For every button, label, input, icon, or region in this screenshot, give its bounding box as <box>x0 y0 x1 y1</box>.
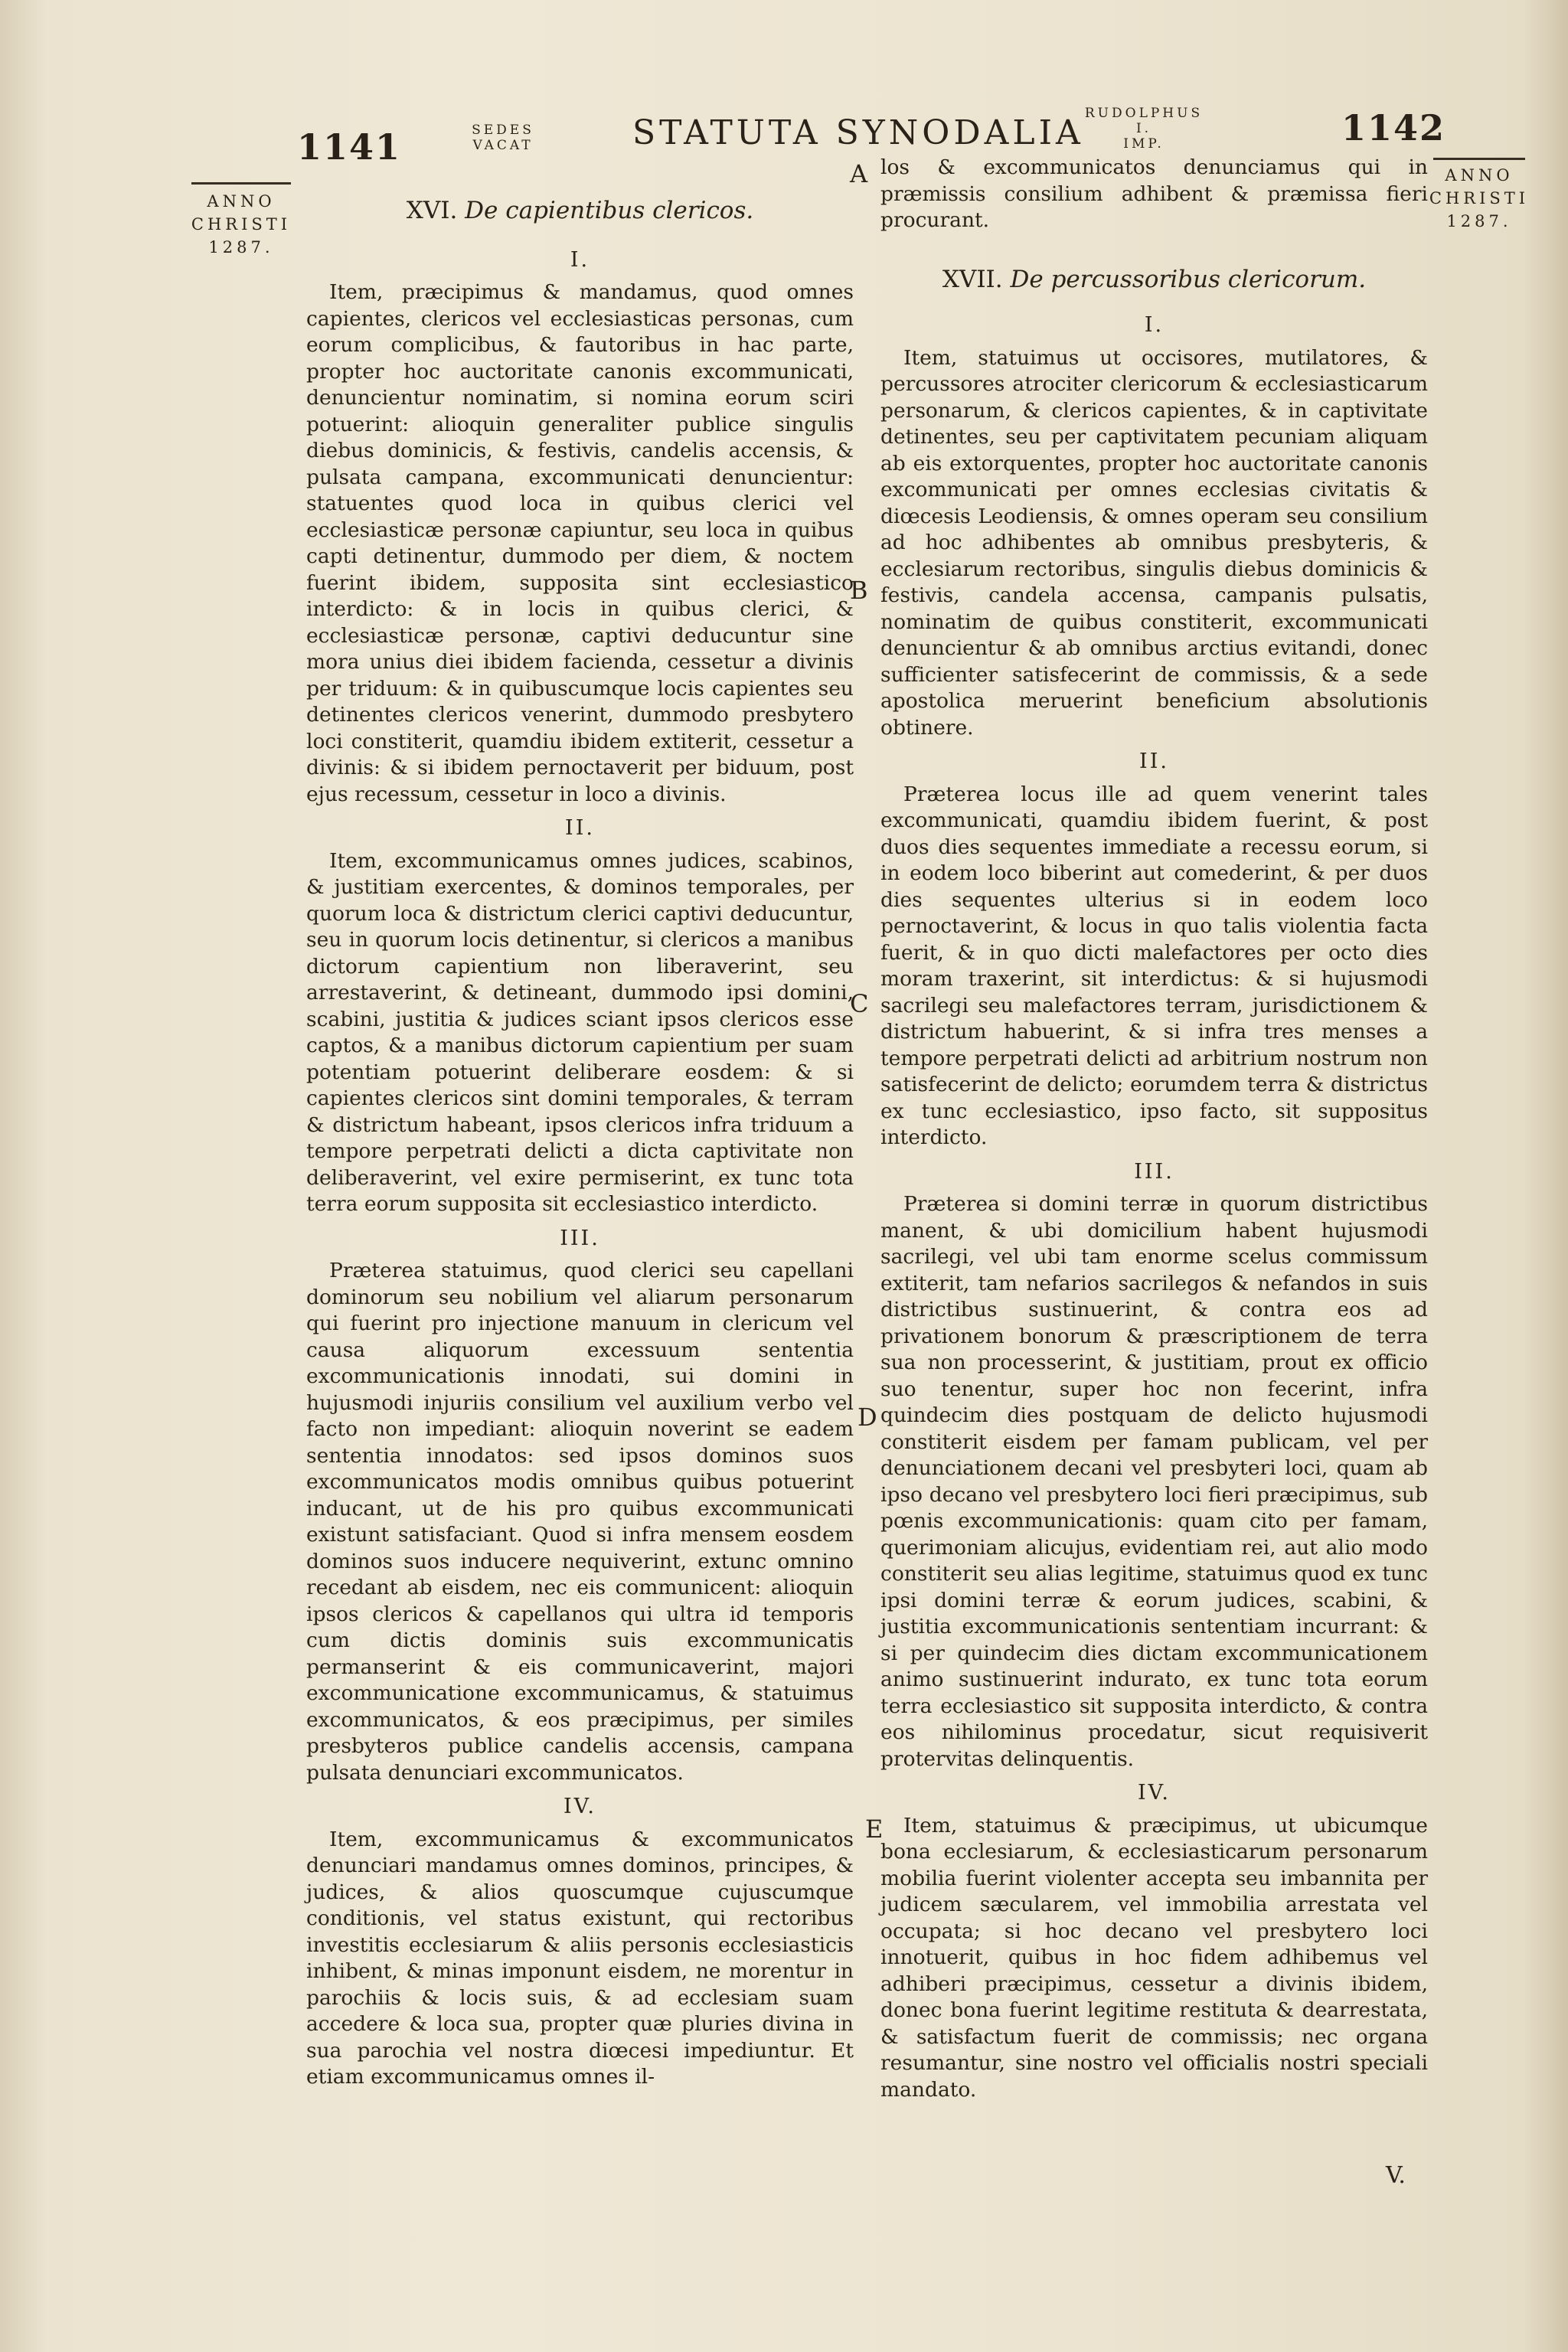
chapter-title-xvii <box>880 266 1428 293</box>
running-title: STATUTA SYNODALIA <box>632 113 1084 152</box>
paragraph: Præterea statuimus, quod clerici seu capellani dominorum seu nobilium vel aliarum personarum qui fuerint pro injectione manuum in clericum vel causa aliquorum excessuum sententia excommunicationis innodati, sui domini in hujusmodi injuriis consilium vel auxilium verbo vel facto non impediant: alioquin noverint se eadem sententia innodatos: sed ipsos dominos suos excommunicatos modis omnibus quibus potuerint inducant, ut de his pro quibus excommunicati existunt satisfaciant. Quod si infra mensem eosdem dominos suos inducere nequiverint, extunc omnino recedant ab eisdem, nec eis communicent: alioquin ipsos clericos & capellanos qui ultra id temporis cum dictis dominis suis excommunicatis permanserint & eis communicaverint, majori excommunicatione excommunicamus, & statuimus excommunicatos, & eos præcipimus, per similes presbyteros publice candelis accensis, campana pulsata denunciari excommunicatos. <box>306 1259 854 1785</box>
paragraph: Item, excommunicamus & excommunicatos denunciari mandamus omnes dominos, principes, & judices, & alios quoscumque cujuscumque conditionis, vel status existunt, qui rectoribus investitis ecclesiarum & aliis personis ecclesiasticis inhibent, & minas imponunt eisdem, ne morentur in parochiis & locis suis, & ad ecclesiam suam accedere & loca sua, propter quæ pluries divina in sua parochia vel nostra diœcesi impediuntur. Et etiam excommunicamus omnes il- <box>306 1827 854 2089</box>
left-column <box>306 198 854 2091</box>
section-letter-c: C <box>850 989 869 1018</box>
section-number: IV. <box>1137 1781 1171 1805</box>
section-letter-a: A <box>850 159 868 188</box>
emperor-note <box>1075 106 1213 152</box>
year-line: 1287. <box>1446 212 1512 230</box>
section-letter-b: B <box>850 576 868 605</box>
chapter-title-xvi <box>306 198 854 224</box>
anno-line: ANNO <box>1445 166 1514 185</box>
chapter-number: XVI. <box>406 197 458 224</box>
right-column <box>880 155 1428 2103</box>
section-number: I. <box>1144 313 1165 337</box>
section-letter-e: E <box>865 1815 884 1844</box>
paragraph: Item, statuimus & præcipimus, ut ubicumque bona ecclesiarum, & ecclesiasticarum personarum mobilia fuerint violenter accepta seu imbannita per judicem sæcularem, vel immobilia arrestata vel occupata; si hoc decano vel presbytero loci innotuerit, quibus in hoc fidem adhibemus vel adhiberi præcipimus, cessetur a divinis ibidem, donec bona fuerint legitime restituta & dearrestata, & satisfactum fuerit de commissis; nec organa resumantur, sine nostro vel officialis nostri speciali mandato. <box>880 1813 1428 2102</box>
right-margin-rule <box>1433 158 1525 160</box>
paragraph: Præterea si domini terræ in quorum districtibus manent, & ubi domicilium habent hujusmodi sacrilegi, vel ubi tam enorme scelus commissum extiterit, tam nefarios sacrilegos & nefandos in suis districtibus sustinuerint, & contra eos ad privationem bonorum & præscriptionem de terra sua non processerint, & justitiam, prout ex officio suo tenentur, super hoc non fecerint, infra quindecim dies postquam de delicto hujusmodi constiterit eisdem per famam publicam, vel per denunciationem decani vel presbyteri loci, quam ab ipso decano vel presbytero loci fieri præcipimus, sub pœnis excommunicationis: quam cito per famam, querimoniam alicujus, evidentiam rei, aut alio modo constiterit seu alias legitime, statuimus quod ex tunc ipsi domini terræ & eorum judices, scabini, & justitia excommunicationis sententiam incurrant: & si per quindecim dies dictam excommunicationem animo sustinuerint indurato, ex tunc tota eorum terra ecclesiastico sit supposita interdicto, & contra eos nihilominus procedatur, sicut requisiverit protervitas delinquentis. <box>880 1192 1428 1771</box>
section-number: IV. <box>563 1795 597 1818</box>
paragraph: Item, statuimus ut occisores, mutilatores, & percussores atrociter clericorum & ecclesiasticarum personarum, & clericos capientes, & in captivitate detinentes, seu per captivitatem pecuniam aliquam ab eis extorquentes, propter hoc auctoritate canonis excommunicati per omnes ecclesias civitatis & diœcesis Leodiensis, & omnes operam seu consilium ad hoc adhibentes ab omnibus presbyteris, & ecclesiarum rectoribus, singulis diebus dominicis & festivis, candela accensa, campanis pulsatis, nominatim de quibus constiterit, excommunicati denuncientur & ab omnibus arctius evitandi, donec sufficienter satisfecerint de commissis, & a sede apostolica meruerint beneficium absolutionis obtinere. <box>880 345 1428 740</box>
left-margin-note <box>188 190 295 259</box>
paragraph: Præterea locus ille ad quem venerint tales excommunicati, quamdiu ibidem fuerint, & post duos dies sequentes immediate a recessu eorum, si in eodem loco biberint aut comederint, & per duos dies sequentes ulterius si in eodem loco pernoctaverint, & locus in quo talis violentia facta fuerit, & in quo dicti malefactores per octo dies moram traxerint, sit interdictus: & si hujusmodi sacrilegi seu malefactores terram, jurisdictionem & districtum habuerint, & si infra tres menses a tempore perpetrati delicti ad arbitrium nostrum non satisfecerint de delicto; eorumdem terra & districtus ex tunc ecclesiastico, ipso facto, sit suppositus interdicto. <box>880 782 1428 1149</box>
sedes-vacat-note <box>453 122 553 153</box>
chapter-number: XVII. <box>942 265 1003 293</box>
right-page-number: 1142 <box>1341 107 1446 149</box>
year-line: 1287. <box>208 238 274 256</box>
anno-line: ANNO <box>207 192 276 211</box>
right-margin-note <box>1426 164 1533 233</box>
paragraph: Item, præcipimus & mandamus, quod omnes capientes, clericos vel ecclesiasticas personas, cum eorum complicibus, & fautoribus in hac parte, propter hoc auctoritate canonis excommunicati, denuncientur nominatim, si nomina eorum sciri potuerint: alioquin generaliter publice singulis diebus dominicis, & festivis, candelis accensis, & pulsata campana, excommunicati denuncientur: statuentes quod loca in quibus clerici vel ecclesiasticæ personæ capiuntur, seu loca in quibus capti detinentur, dummodo per diem, & noctem fuerint ibidem, supposita sint ecclesiastico interdicto: & in locis in quibus clerici, & ecclesiasticæ personæ, captivi deducuntur sine mora unius diei ibidem facienda, cessetur a divinis per triduum: & in quibuscumque locis capientes seu detinentes clericos venerint, dummodo presbytero loci constiterit, quamdiu ibidem extiterit, cessetur a divinis: & si ibidem pernoctaverit per biduum, post ejus recessum, cessetur in loco a divinis. <box>306 280 854 806</box>
left-margin-rule <box>191 182 291 185</box>
christi-line: CHRISTI <box>1429 189 1530 207</box>
section-number: II. <box>565 816 595 840</box>
imp-line: IMP. <box>1123 136 1165 152</box>
sedes-line: SEDES <box>472 122 534 138</box>
section-number: III. <box>1134 1159 1174 1184</box>
catchword: V. <box>1386 2162 1406 2189</box>
paragraph: Item, excommunicamus omnes judices, scabinos, & justitiam exercentes, & dominos temporales, per quorum loca & districtum clerici captivi deducuntur, seu in quorum locis detinentur, si clericos a manibus dictorum capientium non liberaverint, seu arrestaverint, & detineant, dummodo ipsi domini, scabini, justitia & judices sciant ipsos clericos esse captos, & a manibus dictorum capientium per suam potentiam potuerint deliberare eosdem: & si capientes clericos sint domini temporales, & terram & districtum habeant, ipsos clericos infra triduum a tempore perpetrati delicti a dicta captivitate non deliberaverint, vel exire permiserint, ex tunc tota terra eorum supposita sit ecclesiastico interdicto. <box>306 848 854 1216</box>
chapter-heading: De percussoribus clericorum. <box>1010 265 1367 293</box>
left-page-number: 1141 <box>297 126 402 168</box>
vacat-line: VACAT <box>472 138 534 153</box>
section-letter-d: D <box>858 1403 877 1432</box>
section-number: II. <box>1139 750 1169 773</box>
rudolphus-line: RUDOLPHUS I. <box>1084 106 1204 136</box>
chapter-heading: De capientibus clericos. <box>465 197 754 224</box>
section-number: I. <box>570 247 590 272</box>
section-number: III. <box>560 1226 600 1250</box>
continuation-paragraph: los & excommunicatos denunciamus qui in præmissis consilium adhibent & præmissa fieri procurant. <box>880 155 1428 232</box>
christi-line: CHRISTI <box>191 215 292 234</box>
